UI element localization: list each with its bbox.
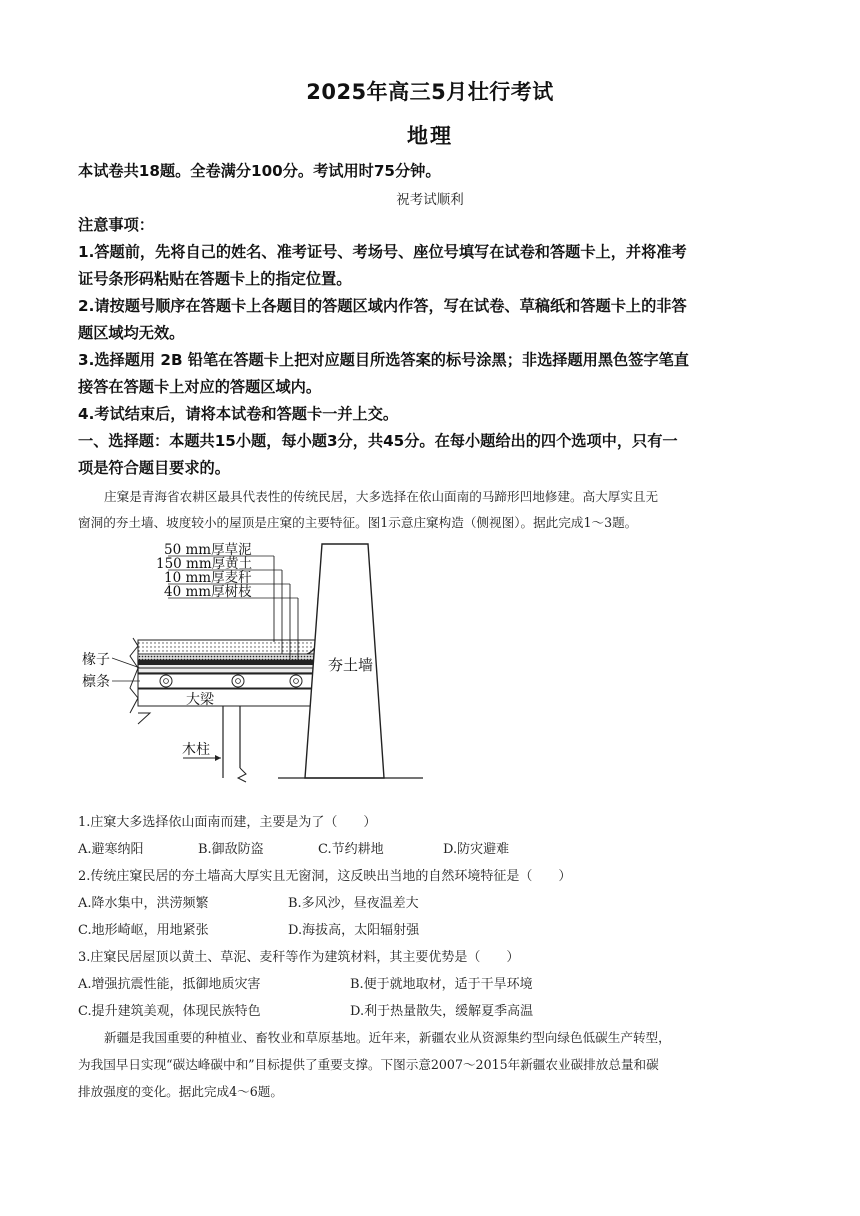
good-luck-text: 祝考试顺利 (396, 192, 464, 208)
exam-info: 本试卷共18题。全卷满分100分。考试用时75分钟。 (78, 162, 441, 180)
q1-option-c: C.节约耕地 (318, 842, 384, 857)
q3-option-c: C.提升建筑美观，体现民族特色 (78, 1004, 261, 1019)
question-1: 1.庄窠大多选择依山面南而建，主要是为了（ ） (78, 815, 377, 830)
notice-line: 接答在答题卡上对应的答题区域内。 (78, 378, 321, 396)
question-3: 3.庄窠民居屋顶以黄土、草泥、麦秆等作为建筑材料，其主要优势是（ ） (78, 950, 520, 965)
zhuangke-structure-diagram (78, 538, 428, 786)
q1-option-b: B.御敌防盗 (198, 842, 264, 857)
notice-line: 2.请按题号顺序在答题卡上各题目的答题区域内作答，写在试卷、草稿纸和答题卡上的非答 (78, 297, 687, 315)
layer-label-branch: 40 mm厚树枝 (164, 584, 252, 600)
passage-line: 庄窠是青海省农耕区最具代表性的传统民居，大多选择在依山面南的马蹄形凹地修建。高大厚实且无 (104, 489, 659, 504)
q2-option-b: B.多风沙，昼夜温差大 (288, 896, 419, 911)
exam-title: 2025年高三5月壮行考试 (306, 80, 554, 104)
notice-line: 3.选择题用 2B 铅笔在答题卡上把对应题目所选答案的标号涂黑；非选择题用黑色签字笔直 (78, 351, 689, 369)
notice-line: 证号条形码粘贴在答题卡上的指定位置。 (78, 270, 352, 288)
q2-option-a: A.降水集中，洪涝频繁 (78, 896, 209, 911)
branch-layer (138, 660, 318, 665)
pillar-label: 木柱 (182, 742, 210, 758)
q1-option-a: A.避寒纳阳 (78, 842, 144, 857)
q3-option-a: A.增强抗震性能，抵御地质灾害 (78, 977, 261, 992)
passage-line: 新疆是我国重要的种植业、畜牧业和草原基地。近年来，新疆农业从资源集约型向绿色低碳生产转型， (104, 1030, 671, 1045)
layer-label-straw-mud: 50 mm厚草泥 (164, 542, 252, 558)
purlin-label: 檩条 (82, 674, 110, 690)
purlin-logs (138, 674, 323, 688)
q3-option-d: D.利于热量散失，缓解夏季高温 (350, 1004, 534, 1019)
subject-title: 地理 (407, 124, 453, 148)
loess-layer (138, 640, 318, 654)
passage-line: 排放强度的变化。据此完成4～6题。 (78, 1084, 283, 1099)
q2-option-c: C.地形崎岖，用地紧张 (78, 923, 209, 938)
notice-heading: 注意事项： (78, 216, 154, 234)
q3-option-b: B.便于就地取材，适于干旱环境 (350, 977, 533, 992)
question-2: 2.传统庄窠民居的夯土墙高大厚实且无窗洞，这反映出当地的自然环境特征是（ ） (78, 869, 572, 884)
q2-option-d: D.海拔高，太阳辐射强 (288, 923, 420, 938)
q1-option-d: D.防灾避难 (443, 842, 510, 857)
passage-line: 为我国早日实现“碳达峰碳中和”目标提供了重要支撑。下图示意2007～2015年新疆农业碳排放总量和碳 (78, 1057, 659, 1072)
passage-line: 窗洞的夯土墙、坡度较小的屋顶是庄窠的主要特征。图1示意庄窠构造（侧视图）。据此完成1～3题。 (78, 515, 638, 530)
rafter-label: 椽子 (82, 652, 110, 668)
beam-label: 大梁 (186, 692, 214, 708)
main-beam (138, 689, 333, 706)
layer-label-loess: 150 mm厚黄土 (156, 556, 253, 572)
section-heading-cont: 项是符合题目要求的。 (78, 459, 230, 477)
notice-line: 1.答题前，先将自己的姓名、准考证号、考场号、座位号填写在试卷和答题卡上，并将准考 (78, 243, 687, 261)
notice-line: 4.考试结束后，请将本试卷和答题卡一并上交。 (78, 405, 399, 423)
layer-label-straw: 10 mm厚麦秆 (164, 570, 252, 586)
straw-layer (138, 654, 318, 660)
notice-line: 题区域均无效。 (78, 324, 185, 342)
wall-label: 夯土墙 (328, 656, 374, 674)
section-heading: 一、选择题：本题共15小题，每小题3分，共45分。在每小题给出的四个选项中，只有一 (78, 432, 678, 450)
